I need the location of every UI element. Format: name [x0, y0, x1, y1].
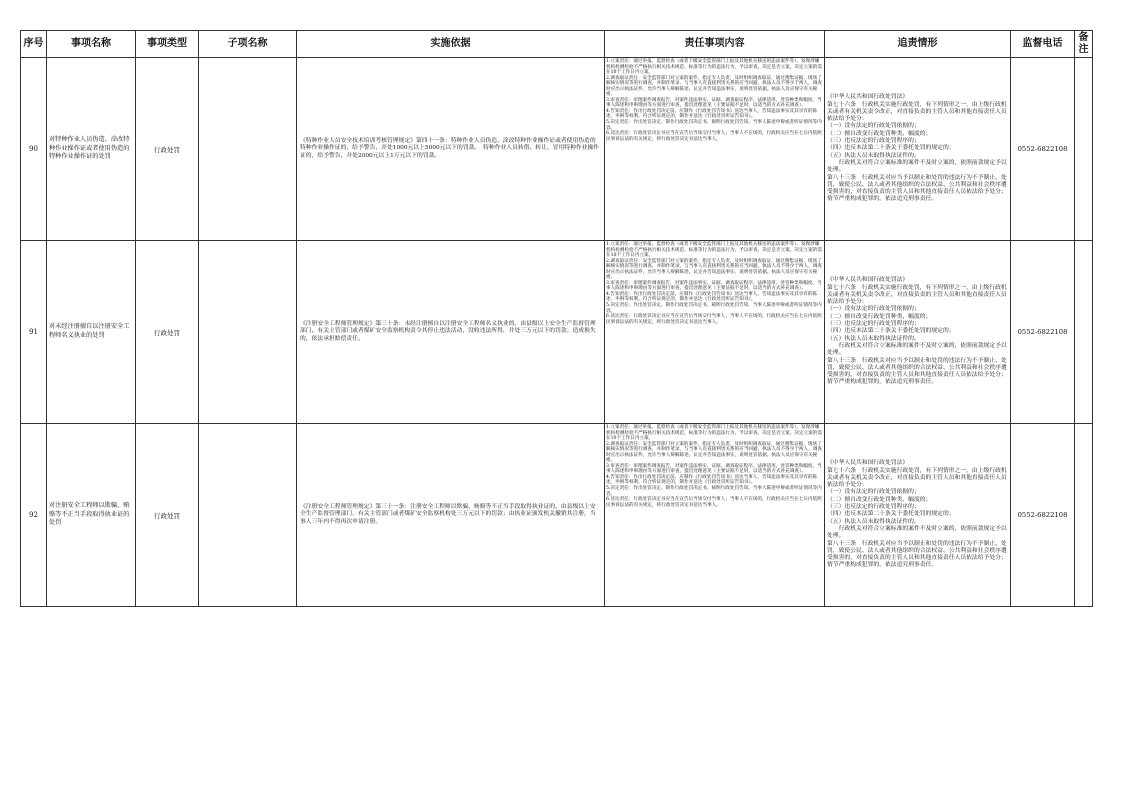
acc-line: （二）擅自改变行政处罚种类、幅度的；: [827, 313, 932, 320]
resp-item: 1.立案责任：通过举报、监督检查（或者下级安全监管部门上报及其他机关移送的违法案件等），发现涉嫌机构检测检验不严格执行相关技术规范、标准等行为的违法行为，予以审查，决定是否立案。决定立案的需在10个工作日内立案。: [606, 425, 822, 442]
acc-line: 第七十六条 行政机关实施行政处罚，有下列情形之一，由上级行政机关或者有关机关责令改正，对直接负责的主管人员和其他直接责任人员依法给予处分：: [827, 101, 1007, 123]
supervision-phone: 0552-6822108: [1011, 58, 1075, 241]
resp-item: 4.告知责任：作出行政处罚决定前，应制作《行政处罚告知书》送达当事人，告知违法事实及其享有的陈述、申辩等权利。符合听证规定的，制作并送达《行政处罚听证告知书》。: [606, 474, 818, 486]
header-no: 序号: [21, 31, 47, 58]
table-row: [21, 241, 1093, 424]
acc-line: 《中华人民共和国行政处罚法》: [827, 277, 909, 284]
responsibility-sheet: [20, 30, 1093, 607]
header-phone: 监督电话: [1011, 31, 1075, 58]
row-number: 92: [21, 424, 47, 607]
item-name: 对未经注册擅自以注册安全工程师名义执业的处罚: [47, 241, 136, 424]
acc-line: 第八十三条 行政机关对应当予以制止和处罚的违法行为不予制止、处罚，致使公民、法人或者其他组织的合法权益、公共利益和社会秩序遭受损害的，对直接负责的主管人员和其他直接责任人员依法给予处分；情节严重构成犯罪的，依法追究刑事责任。: [827, 357, 1007, 386]
sub-item: [199, 241, 297, 424]
header-sub-item: 子项名称: [199, 31, 297, 58]
acc-line: （五）执法人员未取得执法证件的。: [827, 518, 920, 525]
acc-line: （四）违反本法第二十条关于委托处罚的规定的；: [827, 145, 955, 152]
header-basis: 实施依据: [297, 31, 605, 58]
legal-basis: 《特种作业人员安全技术培训考核管理规定》第四十一条：特种作业人员伪造、涂改特种作业操作证或者使用伪造的特种作业操作证的，给予警告，并处1000元以上5000元以下的罚款。 特种作业人员转借、转让、冒用特种作业操作证的，给予警告，并处2000元以上1万元以下的罚款。: [297, 58, 605, 241]
row-number: 90: [21, 58, 47, 241]
resp-item: 3.审查责任：审理案件调查报告，对案件违法事实、证据、调查取证程序、法律适用、处罚种类和幅度、当事人陈述和申辩理由等方面进行审查，提出处理意见（主要证据不足时，以适当的方式补充调查）。: [606, 463, 822, 475]
acc-line: （五）执法人员未取得执法证件的。: [827, 335, 920, 342]
note: [1075, 424, 1093, 607]
acc-line: （五）执法人员未取得执法证件的。: [827, 152, 920, 159]
acc-line: （四）违反本法第二十条关于委托处罚的规定的；: [827, 328, 955, 335]
resp-item: 2.调查取证责任：安全监管部门对立案的案件，指定专人负责，及时组织调查取证，通过搜集证据、现场了解核实情况等进行调查，并制作笔录，与当事人有直接利害关系的应当回避。执法人员不得少于两人，调查时应出示执法证件，允许当事人辩解陈述。认定并告知违法事实，说明处罚依据。执法人员应保守有关秘密。: [606, 441, 822, 464]
acc-line: 行政机关对符合立案标准的案件不及时立案的，依照前款规定予以处理。: [827, 342, 1007, 357]
table-row: [21, 424, 1093, 607]
supervision-phone: 0552-6822108: [1011, 424, 1075, 607]
responsibility-table: [20, 30, 1093, 607]
resp-item: 3.审查责任：审理案件调查报告，对案件违法事实、证据、调查取证程序、法律适用、处罚种类和幅度、当事人陈述和申辩理由等方面进行审查，提出处理意见（主要证据不足时，以适当的方式补充调查）。: [606, 280, 822, 292]
note: [1075, 241, 1093, 424]
header-note: 备注: [1075, 31, 1093, 58]
header-responsibility: 责任事项内容: [605, 31, 825, 58]
acc-line: （三）违反法定的行政处罚程序的；: [827, 321, 920, 328]
header-item-type: 事项类型: [136, 31, 199, 58]
resp-item: 4.告知责任：作出行政处罚决定前，应制作《行政处罚告知书》送达当事人，告知违法事实及其享有的陈述、申辩等权利。符合听证规定的，制作并送达《行政处罚听证告知书》。: [606, 291, 818, 303]
acc-line: 第八十三条 行政机关对应当予以制止和处罚的违法行为不予制止、处罚，致使公民、法人或者其他组织的合法权益、公共利益和社会秩序遭受损害的，对直接负责的主管人员和其他直接责任人员依法给予处分；情节严重构成犯罪的，依法追究刑事责任。: [827, 540, 1007, 569]
resp-item: 5.决定责任：作出处罚决定，制作行政处罚决定书，载明行政处罚告知、当事人陈述申辩或者听证情况等内容。: [606, 486, 822, 497]
acc-line: 第八十三条 行政机关对应当予以制止和处罚的违法行为不予制止、处罚，致使公民、法人或者其他组织的合法权益、公共利益和社会秩序遭受损害的，对直接负责的主管人员和其他直接责任人员依法给予处分；情节严重构成犯罪的，依法追究刑事责任。: [827, 174, 1007, 203]
resp-item: 5.决定责任：作出处罚决定，制作行政处罚决定书，载明行政处罚告知、当事人陈述申辩或者听证情况等内容。: [606, 120, 822, 131]
item-type: 行政处罚: [136, 424, 199, 607]
table-row: [21, 58, 1093, 241]
resp-item: 5.决定责任：作出处罚决定，制作行政处罚决定书，载明行政处罚告知、当事人陈述申辩或者听证情况等内容。: [606, 303, 822, 314]
header-row: [21, 31, 1093, 58]
resp-item: 1.立案责任：通过举报、监督检查（或者下级安全监管部门上报及其他机关移送的违法案件等），发现涉嫌机构检测检验不严格执行相关技术规范、标准等行为的违法行为，予以审查，决定是否立案。决定立案的需在10个工作日内立案。: [606, 242, 822, 259]
header-item-name: 事项名称: [47, 31, 136, 58]
acc-line: （一）没有法定的行政处罚依据的；: [827, 489, 920, 496]
acc-line: 行政机关对符合立案标准的案件不及时立案的，依照前款规定予以处理。: [827, 525, 1007, 540]
note: [1075, 58, 1093, 241]
resp-item: 6.送达责任：行政处罚决定书应当在宣告后当场交付当事人；当事人不在场的，行政机关应当在七日内依照民事诉讼法的有关规定，将行政处罚决定书送达当事人。: [606, 497, 822, 508]
acc-line: 第七十六条 行政机关实施行政处罚，有下列情形之一，由上级行政机关或者有关机关责令改正，对直接负责的主管人员和其他直接责任人员依法给予处分：: [827, 467, 1007, 489]
responsibility-content: [605, 241, 825, 424]
accountability: [825, 241, 1011, 424]
acc-line: （四）违反本法第二十条关于委托处罚的规定的；: [827, 511, 955, 518]
resp-item: 2.调查取证责任：安全监管部门对立案的案件，指定专人负责，及时组织调查取证，通过搜集证据、现场了解核实情况等进行调查，并制作笔录，与当事人有直接利害关系的应当回避。执法人员不得少于两人，调查时应出示执法证件，允许当事人辩解陈述。认定并告知违法事实，说明处罚依据。执法人员应保守有关秘密。: [606, 258, 822, 281]
supervision-phone: 0552-6822108: [1011, 241, 1075, 424]
acc-line: （一）没有法定的行政处罚依据的；: [827, 123, 920, 130]
acc-line: （一）没有法定的行政处罚依据的；: [827, 306, 920, 313]
responsibility-content: [605, 424, 825, 607]
resp-item: 1.立案责任：通过举报、监督检查（或者下级安全监管部门上报及其他机关移送的违法案件等），发现涉嫌机构检测检验不严格执行相关技术规范、标准等行为的违法行为，予以审查，决定是否立案。决定立案的需在10个工作日内立案。: [606, 59, 822, 76]
sub-item: [199, 58, 297, 241]
accountability: [825, 58, 1011, 241]
acc-line: 《中华人民共和国行政处罚法》: [827, 94, 909, 101]
acc-line: （三）违反法定的行政处罚程序的；: [827, 504, 920, 511]
legal-basis: 《注册安全工程师管理规定》第三十条：未经注册擅自以注册安全工程师名义执业的，由县级以上安全生产监督管理部门、有关主管部门或者煤矿安全监察机构责令其停止违法活动，没收违法所得，并处三万元以下的罚款；造成损失的，依法承担赔偿责任。: [297, 241, 605, 424]
item-name: 对特种作业人员伪造、涂改特种作业操作证或者使用伪造的特种作业操作证的处罚: [47, 58, 136, 241]
resp-item: 3.审查责任：审理案件调查报告，对案件违法事实、证据、调查取证程序、法律适用、处罚种类和幅度、当事人陈述和申辩理由等方面进行审查，提出处理意见（主要证据不足时，以适当的方式补充调查）。: [606, 97, 822, 109]
header-accountability: 追责情形: [825, 31, 1011, 58]
acc-line: （三）违反法定的行政处罚程序的；: [827, 138, 920, 145]
legal-basis: 《注册安全工程师管理规定》第三十一条：注册安全工程师以欺骗、贿赂等不正当手段取得执业证的，由县级以上安全生产监督管理部门、有关主管部门或者煤矿安全监察机构处三万元以下的罚款；由执业证颁发机关撤销其注册，当事人三年内不得再次申请注册。: [297, 424, 605, 607]
responsibility-content: [605, 58, 825, 241]
acc-line: （二）擅自改变行政处罚种类、幅度的；: [827, 496, 932, 503]
item-type: 行政处罚: [136, 241, 199, 424]
acc-line: 《中华人民共和国行政处罚法》: [827, 460, 909, 467]
resp-item: 2.调查取证责任：安全监管部门对立案的案件，指定专人负责，及时组织调查取证，通过搜集证据、现场了解核实情况等进行调查，并制作笔录，与当事人有直接利害关系的应当回避。执法人员不得少于两人，调查时应出示执法证件，允许当事人辩解陈述。认定并告知违法事实，说明处罚依据。执法人员应保守有关秘密。: [606, 75, 822, 98]
resp-item: 6.送达责任：行政处罚决定书应当在宣告后当场交付当事人；当事人不在场的，行政机关应当在七日内依照民事诉讼法的有关规定，将行政处罚决定书送达当事人。: [606, 131, 822, 142]
accountability: [825, 424, 1011, 607]
resp-item: 4.告知责任：作出行政处罚决定前，应制作《行政处罚告知书》送达当事人，告知违法事实及其享有的陈述、申辩等权利。符合听证规定的，制作并送达《行政处罚听证告知书》。: [606, 108, 818, 120]
row-number: 91: [21, 241, 47, 424]
item-name: 对注册安全工程师以欺骗、贿赂等不正当手段取得执业证的处罚: [47, 424, 136, 607]
item-type: 行政处罚: [136, 58, 199, 241]
sub-item: [199, 424, 297, 607]
acc-line: 第七十六条 行政机关实施行政处罚，有下列情形之一，由上级行政机关或者有关机关责令改正，对直接负责的主管人员和其他直接责任人员依法给予处分：: [827, 284, 1007, 306]
resp-item: 6.送达责任：行政处罚决定书应当在宣告后当场交付当事人；当事人不在场的，行政机关应当在七日内依照民事诉讼法的有关规定，将行政处罚决定书送达当事人。: [606, 314, 822, 325]
acc-line: 行政机关对符合立案标准的案件不及时立案的，依照前款规定予以处理。: [827, 159, 1007, 174]
acc-line: （二）擅自改变行政处罚种类、幅度的；: [827, 130, 932, 137]
